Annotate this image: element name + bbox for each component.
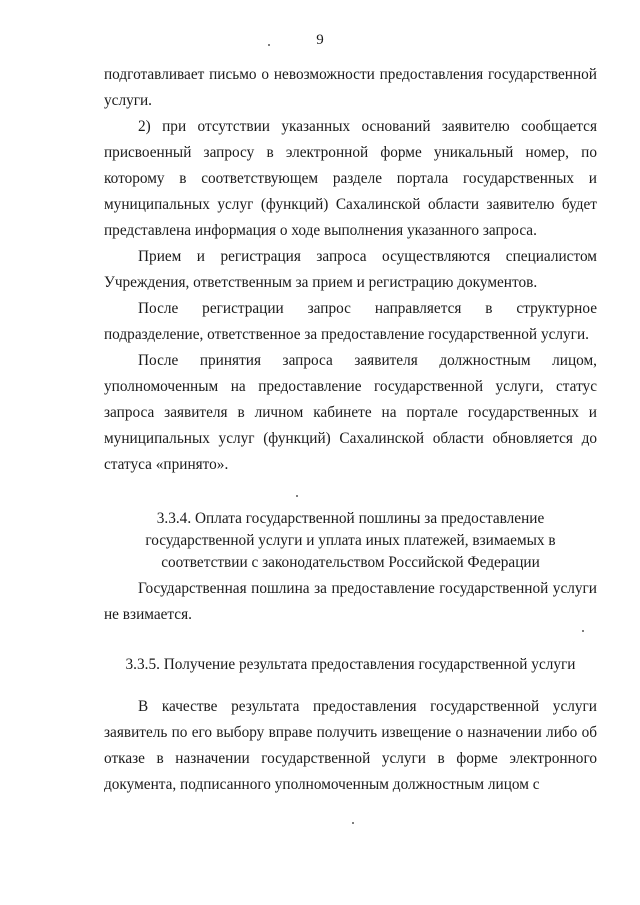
body-section-result [104, 694, 597, 798]
section-heading-3-3-4 [104, 508, 597, 574]
body-section-top [104, 62, 597, 478]
heading-line: государственной услуги и уплата иных платежей, взимаемых в [145, 532, 556, 549]
paragraph-after-registration: После регистрации запрос направляется в структурное подразделение, ответственное за предоставление государственной услуги. [104, 300, 597, 343]
heading-line: соответствии с законодательством Российской Федерации [161, 554, 540, 571]
heading-line: 3.3.5. Получение результата предоставления государственной услуги [125, 656, 576, 673]
scan-speck [296, 495, 298, 497]
paragraph-reception: Прием и регистрация запроса осуществляются специалистом Учреждения, ответственным за прием и регистрацию документов. [104, 248, 597, 291]
paragraph-item-2: 2) при отсутствии указанных оснований заявителю сообщается присвоенный запросу в электронной форме уникальный номер, по которому в соответствующем разделе портала государственных и муниципальных услуг (функций) Сахалинской области заявителю будет представлена информация о ходе выполнения указанного запроса. [104, 118, 597, 239]
paragraph-result: В качестве результата предоставления государственной услуги заявитель по его выбору вправе получить извещение о назначении либо об отказе в назначении государственной услуги в форме электронного документа, подписанного уполномоченным должностным лицом с [104, 698, 597, 793]
paragraph-continuation: подготавливает письмо о невозможности предоставления государственной услуги. [104, 66, 597, 109]
heading-line: 3.3.4. Оплата государственной пошлины за предоставление [156, 510, 545, 527]
page-number: 9 [316, 32, 324, 48]
body-section-fee [104, 576, 597, 628]
paragraph-status: После принятия запроса заявителя должностным лицом, уполномоченным на предоставление государственной услуги, статус запроса заявителя в личном кабинете на портале государственных и муниципальных услуг (функций) Сахалинской области обновляется до статуса «принято». [104, 352, 597, 473]
paragraph-fee: Государственная пошлина за предоставление государственной услуги не взимается. [104, 580, 597, 623]
scan-speck [352, 822, 354, 824]
scan-speck [582, 630, 584, 632]
scan-speck [268, 44, 270, 46]
section-heading-3-3-5 [104, 654, 597, 676]
